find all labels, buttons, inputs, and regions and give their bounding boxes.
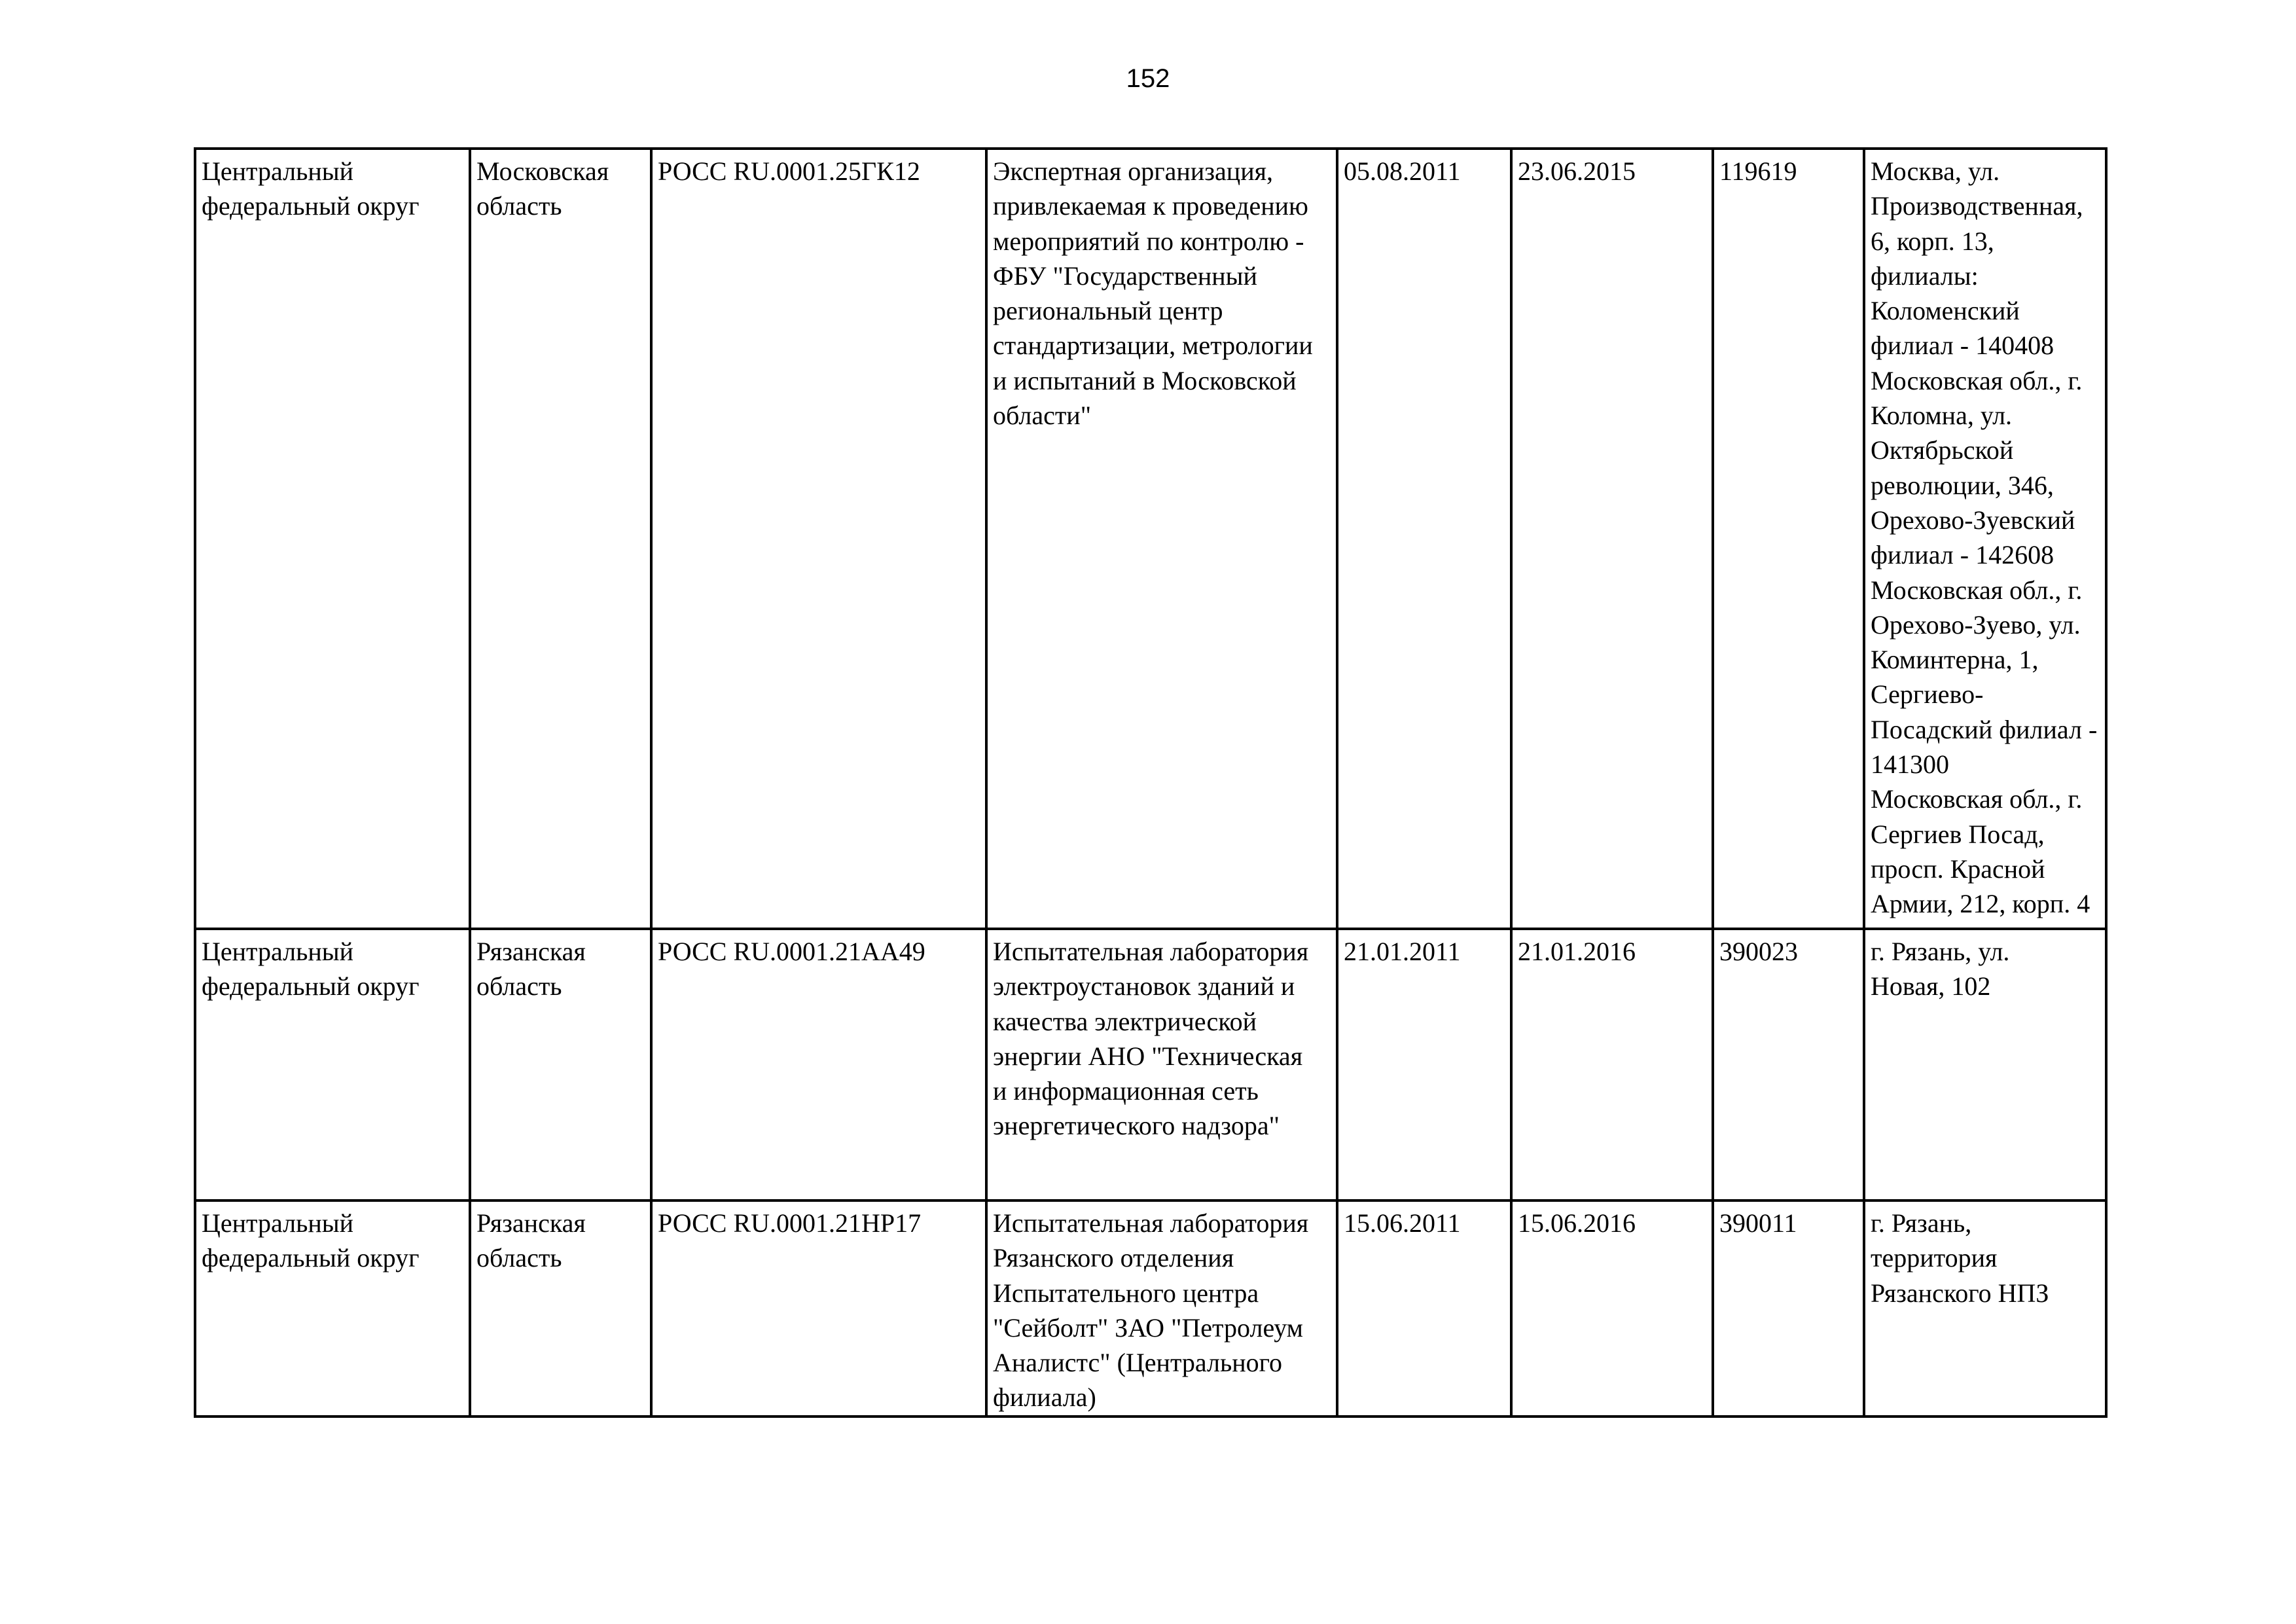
certificate-number-cell: РОСС RU.0001.25ГК12 bbox=[651, 149, 986, 929]
date-from-cell: 15.06.2011 bbox=[1337, 1200, 1511, 1416]
registry-table bbox=[194, 147, 2108, 1418]
certificate-number-cell: РОСС RU.0001.21АА49 bbox=[651, 929, 986, 1200]
date-to-cell: 21.01.2016 bbox=[1511, 929, 1713, 1200]
organization-cell: Испытательная лаборатория Рязанского отделения Испытательного центра "Сейболт" ЗАО "Петролеум Аналистс" (Центрального филиала) bbox=[986, 1200, 1337, 1416]
date-to-cell: 23.06.2015 bbox=[1511, 149, 1713, 929]
table-row bbox=[195, 1200, 2106, 1416]
address-cell: Москва, ул. Производственная, 6, корп. 13, филиалы: Коломенский филиал - 140408 Московская обл., г. Коломна, ул. Октябрьской революции, 346, Орехово-Зуевский филиал - 142608 Московская обл., г. Орехово-Зуево, ул. Коминтерна, 1, Сергиево- Посадский филиал - 141300 Московская обл., г. Сергиев Посад, просп. Красной Армии, 212, корп. 4 bbox=[1864, 149, 2106, 929]
table-row bbox=[195, 929, 2106, 1200]
date-to-cell: 15.06.2016 bbox=[1511, 1200, 1713, 1416]
date-from-cell: 05.08.2011 bbox=[1337, 149, 1511, 929]
district-cell: Центральный федеральный округ bbox=[195, 149, 470, 929]
address-cell: г. Рязань, территория Рязанского НПЗ bbox=[1864, 1200, 2106, 1416]
table-row bbox=[195, 149, 2106, 929]
region-cell: Рязанская область bbox=[470, 1200, 651, 1416]
organization-cell: Испытательная лаборатория электроустановок зданий и качества электрической энергии АНО "Техническая и информационная сеть энергетического надзора" bbox=[986, 929, 1337, 1200]
district-cell: Центральный федеральный округ bbox=[195, 1200, 470, 1416]
address-cell: г. Рязань, ул. Новая, 102 bbox=[1864, 929, 2106, 1200]
page-number: 152 bbox=[1126, 64, 1170, 93]
certificate-number-cell: РОСС RU.0001.21НР17 bbox=[651, 1200, 986, 1416]
postcode-cell: 119619 bbox=[1713, 149, 1864, 929]
postcode-cell: 390011 bbox=[1713, 1200, 1864, 1416]
district-cell: Центральный федеральный округ bbox=[195, 929, 470, 1200]
organization-cell: Экспертная организация, привлекаемая к проведению мероприятий по контролю - ФБУ "Государственный региональный центр стандартизации, метрологии и испытаний в Московской области" bbox=[986, 149, 1337, 929]
date-from-cell: 21.01.2011 bbox=[1337, 929, 1511, 1200]
region-cell: Рязанская область bbox=[470, 929, 651, 1200]
region-cell: Московская область bbox=[470, 149, 651, 929]
postcode-cell: 390023 bbox=[1713, 929, 1864, 1200]
